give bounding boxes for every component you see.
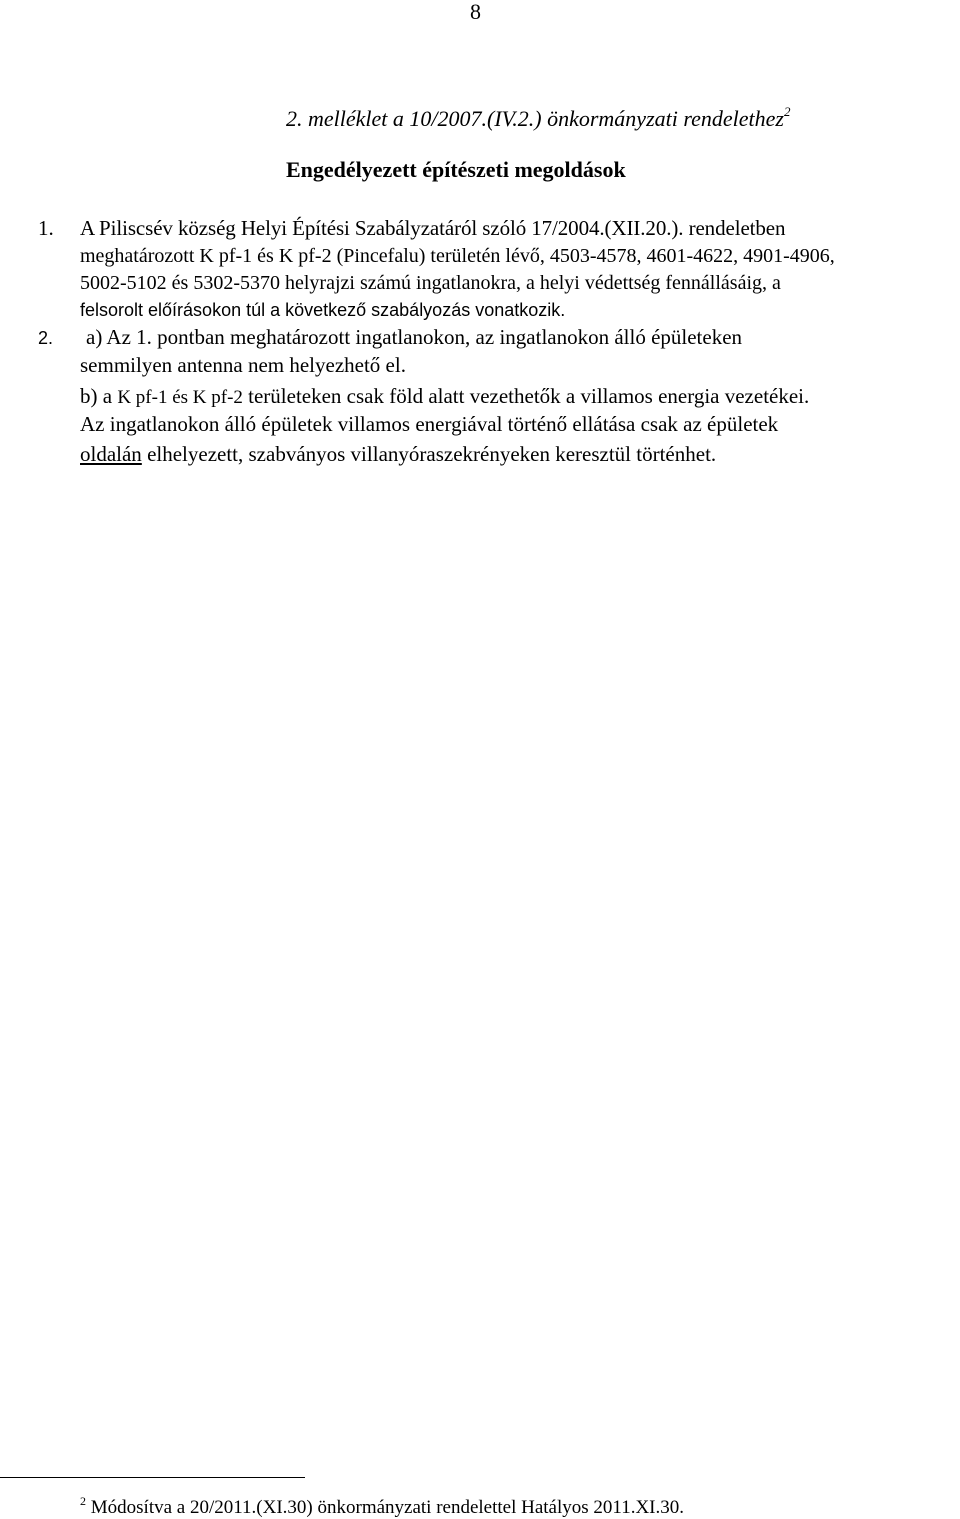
- item-2-b-line-1-rest: területeken csak föld alatt vezethetők a villamos energia vezetékei.: [242, 384, 810, 408]
- item-2-b-line-2: Az ingatlanokon álló épületek villamos energiával történő ellátása csak az épületek: [80, 412, 779, 436]
- footnote-text: Módosítva a 20/2011.(XI.30) önkormányzati rendelettel Hatályos 2011.XI.30.: [86, 1497, 685, 1518]
- document-title: Engedélyezett építészeti megoldások: [286, 157, 626, 182]
- item-2-b-line-3-underlined: oldalán: [80, 442, 142, 466]
- annex-heading-text: 2. melléklet a 10/2007.(IV.2.) önkormányzati rendelethez: [286, 106, 784, 131]
- item-2-b-line-3-rest: elhelyezett, szabványos villanyóraszekrényeken keresztül történhet.: [141, 442, 717, 466]
- item-1-line-1-tail: rendeletben: [683, 216, 786, 240]
- item-1-number: 1.: [38, 216, 54, 240]
- item-2-a-line-1: a) Az 1. pontban meghatározott ingatlanokon, az ingatlanokon álló épületeken: [86, 325, 743, 349]
- footnote: [80, 1490, 684, 1519]
- item-1-line-4: felsorolt előírásokon túl a következő szabályozás vonatkozik.: [80, 300, 566, 320]
- annex-footnote-ref: 2: [783, 104, 791, 119]
- footnote-separator: [0, 1477, 305, 1478]
- item-1-line-1-reference: A Piliscsév község Helyi Építési Szabályzatáról szóló 17/2004.(XII.20.).: [80, 216, 684, 240]
- item-2-b-line-1-prefix: b) a: [80, 384, 118, 408]
- item-2-b-line-1-zones: K pf-1 és K pf-2: [117, 387, 243, 408]
- item-2-a-line-2: semmilyen antenna nem helyezhető el.: [80, 353, 406, 377]
- page-number: 8: [470, 0, 481, 24]
- footnote-ref: 2: [80, 1494, 86, 1508]
- item-1-line-2: meghatározott K pf-1 és K pf-2 (Pincefalu) területén lévő, 4503-4578, 4601-4622, 4901-4906,: [80, 245, 835, 267]
- item-1-line-3: 5002-5102 és 5302-5370 helyrajzi számú ingatlanokra, a helyi védettség fennállásáig, a: [80, 272, 781, 294]
- item-2-number: 2.: [38, 328, 54, 348]
- item-1-line-1: [80, 216, 785, 240]
- item-2-b-line-3: [80, 442, 716, 466]
- annex-heading: [286, 99, 790, 132]
- item-2-b-line-1: [80, 384, 809, 410]
